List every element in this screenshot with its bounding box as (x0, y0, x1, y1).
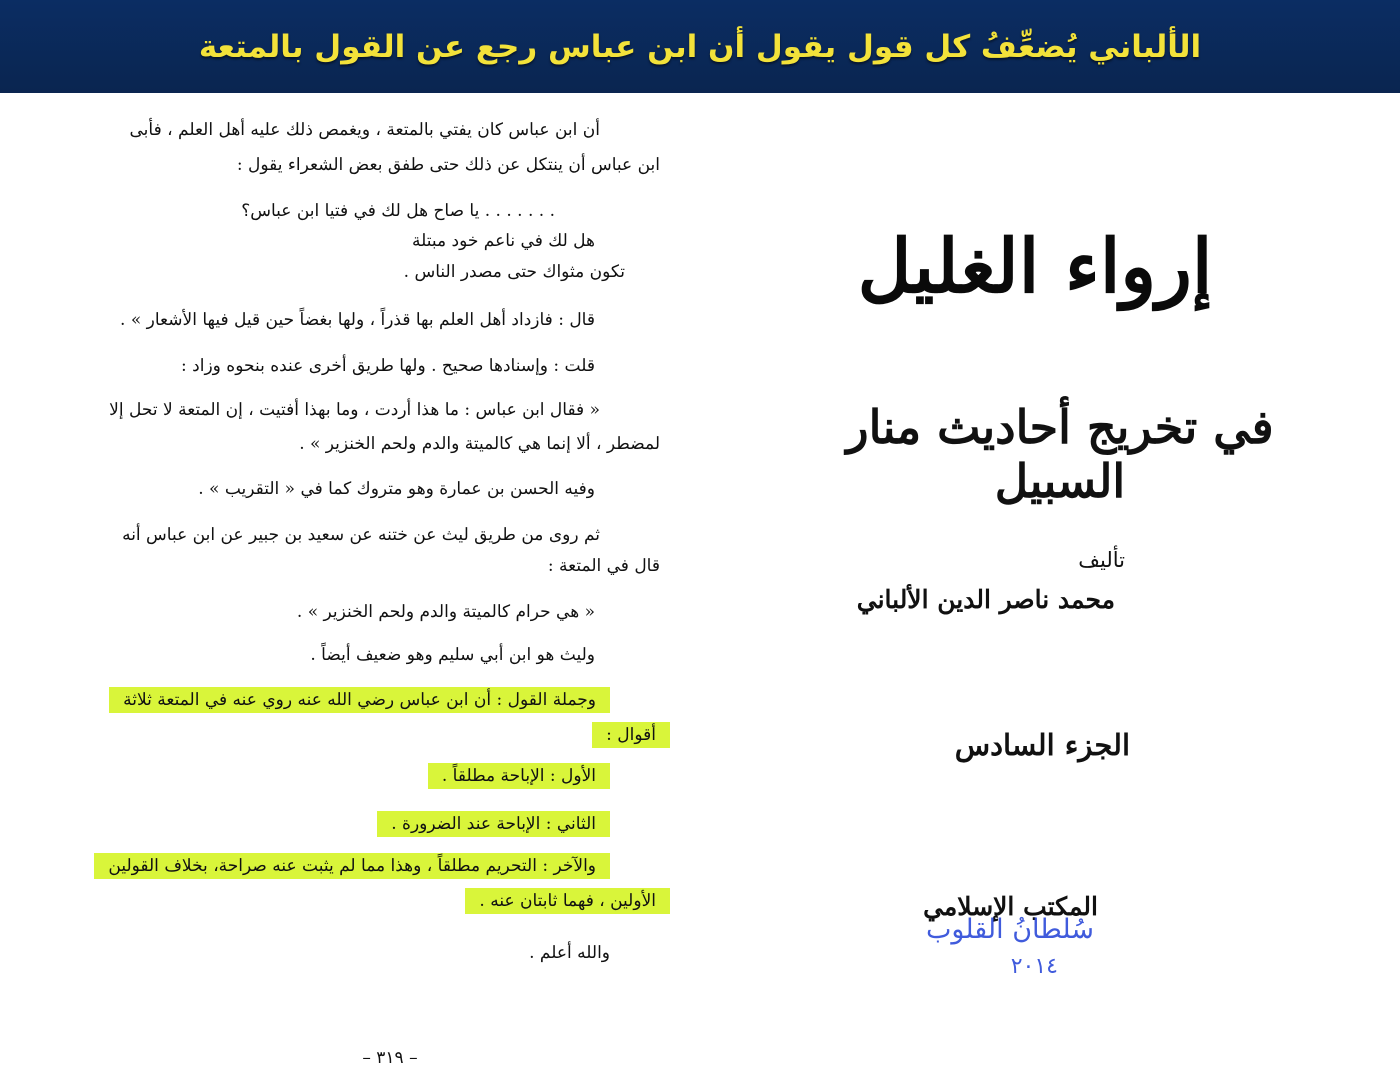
highlighted-line: أقوال : (592, 722, 670, 748)
stamp-year: ٢٠١٤ (1010, 954, 1058, 979)
author-label: تأليف (1078, 548, 1125, 572)
text-line: وليث هو ابن أبي سليم وهو ضعيف أيضاً . (310, 645, 595, 665)
header-banner (0, 0, 1400, 93)
page-number: – ٣١٩ – (362, 1048, 418, 1068)
highlighted-line: الأولين ، فهما ثابتان عنه . (465, 888, 670, 914)
author-name: محمد ناصر الدين الألباني (856, 585, 1115, 614)
text-line: والله أعلم . (529, 943, 610, 963)
volume-label: الجزء السادس (954, 728, 1130, 762)
text-line: قال : فازداد أهل العلم بها قذراً ، ولها بغضاً حين قيل فيها الأشعار » . (120, 310, 595, 330)
book-title: إرواء الغليل (857, 224, 1213, 310)
text-line: وفيه الحسن بن عمارة وهو متروك كما في « التقريب » . (198, 479, 595, 499)
text-line: تكون مثواك حتى مصدر الناس . (403, 262, 625, 282)
text-line: « فقال ابن عباس : ما هذا أردت ، وما بهذا أفتيت ، إن المتعة لا تحل إلا (109, 400, 600, 420)
highlighted-line: وجملة القول : أن ابن عباس رضي الله عنه روي عنه في المتعة ثلاثة (109, 687, 610, 713)
left-page (40, 105, 660, 1085)
banner-title: الألباني يُضعِّفُ كل قول يقول أن ابن عباس رجع عن القول بالمتعة (198, 28, 1202, 65)
highlighted-line: والآخر : التحريم مطلقاً ، وهذا مما لم يثبت عنه صراحة، بخلاف القولين (94, 853, 610, 879)
text-line: هل لك في ناعم خود مبتلة (412, 231, 595, 251)
text-line: ابن عباس أن ينتكل عن ذلك حتى طفق بعض الشعراء يقول : (236, 155, 660, 175)
text-line: أن ابن عباس كان يفتي بالمتعة ، ويغمص ذلك عليه أهل العلم ، فأبى (129, 120, 600, 140)
text-line: قال في المتعة : (547, 556, 660, 576)
right-page (800, 224, 1320, 1030)
stamp-text: سُلطانُ القلوب (925, 914, 1094, 945)
publisher-name: المكتب الإسلامي (923, 892, 1098, 921)
highlighted-line: الأول : الإباحة مطلقاً . (428, 763, 610, 789)
text-line: . . . . . . . يا صاح هل لك في فتيا ابن عباس؟ (241, 201, 555, 221)
text-line: « هي حرام كالميتة والدم ولحم الخنزير » . (296, 602, 595, 622)
text-line: قلت : وإسنادها صحيح . ولها طريق أخرى عنده بنحوه وزاد : (181, 356, 595, 376)
text-line: ثم روى من طريق ليث عن ختنه عن سعيد بن جبير عن ابن عباس أنه (122, 525, 600, 545)
book-subtitle: في تخريج أحاديث منار السبيل (846, 400, 1274, 508)
highlighted-line: الثاني : الإباحة عند الضرورة . (377, 811, 610, 837)
text-line: لمضطر ، ألا إنما هي كالميتة والدم ولحم الخنزير » . (299, 434, 660, 454)
